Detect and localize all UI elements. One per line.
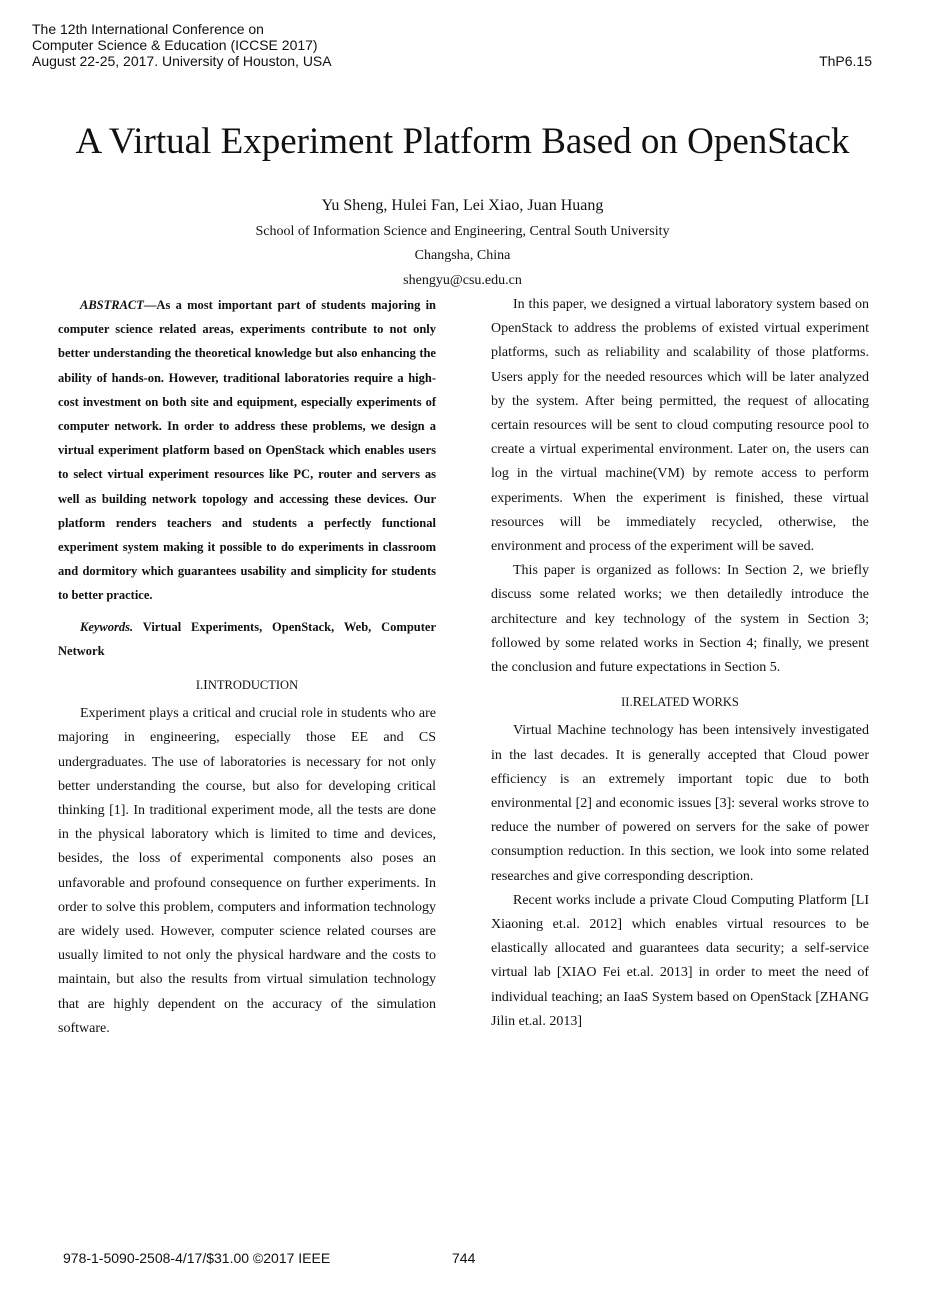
affiliation-location: Changsha, China (414, 248, 511, 263)
section-heading-related-works: II.RELATED WORKS (621, 695, 739, 711)
keywords-text: Virtual Experiments, OpenStack, Web, Computer Network (58, 619, 436, 658)
conference-line-2: Computer Science & Education (ICCSE 2017) (32, 37, 318, 53)
intro-paragraph-1: Experiment plays a critical and crucial role in students who are majoring in engineering, especially those EE and CS undergraduates. The use of laboratories is necessary for not only better understanding the course, but also for developing critical thinking [1]. In traditional experiment mode, all the tests are done in the physical laboratory which is limited to time and devices, besides, the loss of experimental components also poses an unfavorable and profound consequence on further experiments. In order to solve this problem, computers and information technology are widely used. However, computer science related courses are usually limited to not only the physical hardware and the costs to maintain, but also the results from virtual simulation technology that are highly dependent on the accuracy of the simulation software. (58, 706, 436, 1036)
conference-line-3: August 22-25, 2017. University of Houston, USA (32, 53, 332, 69)
affiliation-school: School of Information Science and Engineering, Central South University (255, 224, 670, 239)
left-column (58, 293, 436, 1041)
related-paragraph-1: Virtual Machine technology has been intensively investigated in the last decades. It is generally accepted that Cloud power efficiency is an extremely important topic due to both environmental [2] and economic issues [3]: several works strove to reduce the number of powered on servers for the sake of power consumption reduction. In this section, we look into some related researches and give corresponding description. (491, 723, 869, 884)
intro-paragraph-2: In this paper, we designed a virtual laboratory system based on OpenStack to address the problems of existed virtual experiment platforms, such as reliability and scalability of those platforms. Users apply for the needed resources which will be later analyzed by the system. After being permitted, the request of allocating certain resources will be sent to cloud computing resource pool to create a virtual experimental environment. Later on, the users can log in the virtual machine(VM) by remote access to perform experiments. When the experiment is finished, these virtual resources will be immediately recycled, otherwise, the environment and process of the experiment will be saved. (491, 297, 869, 555)
author-list: Yu Sheng, Hulei Fan, Lei Xiao, Juan Huang (321, 197, 604, 214)
abstract (58, 293, 436, 608)
copyright-notice: 978-1-5090-2508-4/17/$31.00 ©2017 IEEE (63, 1250, 331, 1266)
intro-paragraph-3: This paper is organized as follows: In Section 2, we briefly discuss some related works; we then detailedly introduce the architecture and key technology of the system in Section 3; followed by some related works in Section 4; finally, we present the conclusion and future expectations in Section 5. (491, 563, 869, 676)
page-number: 744 (452, 1250, 476, 1266)
conference-line-1: The 12th International Conference on (32, 21, 264, 37)
paper-code: ThP6.15 (819, 53, 872, 69)
keywords-label: Keywords. (80, 619, 134, 634)
abstract-label: ABSTRACT (80, 298, 144, 312)
section-heading-introduction: I.INTRODUCTION (195, 678, 299, 694)
paper-title: A Virtual Experiment Platform Based on OpenStack (75, 121, 850, 162)
keywords (58, 615, 436, 663)
conference-header (32, 21, 432, 69)
abstract-text: —As a most important part of students majoring in computer science related areas, experiments contribute to not only better understanding the theoretical knowledge but also enhancing the ability of hands-on. However, traditional laboratories require a high-cost investment on both site and equipment, especially experiments of computer network. In order to address these problems, we design a virtual experiment platform based on OpenStack which enables users to select virtual experiment resources like PC, router and servers as well as building network topology and accessing these devices. Our platform renders teachers and students a perfectly functional experiment system making it possible to do experiments in classroom and dormitory which guarantees usability and simplicity for students to better practice. (58, 298, 436, 603)
related-paragraph-2: Recent works include a private Cloud Computing Platform [LI Xiaoning et.al. 2012] which enables virtual resources to be elastically allocated and guarantees data security; a self-service virtual lab [XIAO Fei et.al. 2013] in order to meet the need of individual teaching; an IaaS System based on OpenStack [ZHANG Jilin et.al. 2013] (491, 892, 869, 1029)
author-email: shengyu@csu.edu.cn (403, 273, 522, 288)
right-column (491, 293, 869, 1034)
